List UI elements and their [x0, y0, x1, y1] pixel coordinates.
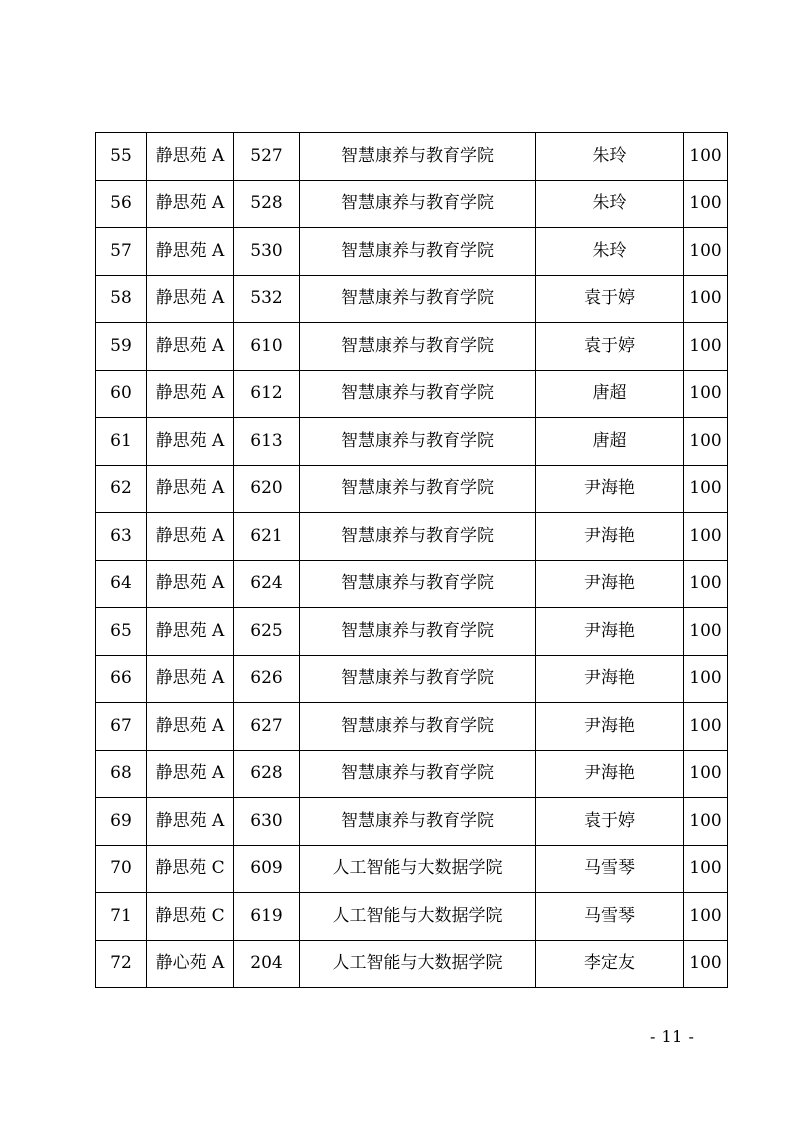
building-cell: 静思苑 A [147, 180, 234, 228]
score-cell: 100 [684, 798, 728, 846]
building-cell: 静思苑 A [147, 323, 234, 371]
building-cell: 静思苑 C [147, 893, 234, 941]
score-cell: 100 [684, 133, 728, 181]
table-row [96, 703, 728, 751]
college-cell: 智慧康养与教育学院 [300, 703, 536, 751]
building-cell: 静思苑 A [147, 418, 234, 466]
building-cell: 静思苑 A [147, 608, 234, 656]
name-cell: 马雪琴 [536, 845, 684, 893]
room-cell: 612 [234, 370, 300, 418]
dormitory-score-table [95, 132, 728, 988]
row-number: 65 [96, 608, 147, 656]
table-row [96, 608, 728, 656]
row-number: 60 [96, 370, 147, 418]
name-cell: 袁于婷 [536, 323, 684, 371]
name-cell: 朱玲 [536, 180, 684, 228]
name-cell: 唐超 [536, 370, 684, 418]
score-cell: 100 [684, 893, 728, 941]
name-cell: 尹海艳 [536, 560, 684, 608]
score-cell: 100 [684, 465, 728, 513]
college-cell: 智慧康养与教育学院 [300, 513, 536, 561]
table-row [96, 940, 728, 988]
college-cell: 智慧康养与教育学院 [300, 465, 536, 513]
building-cell: 静思苑 A [147, 750, 234, 798]
name-cell: 袁于婷 [536, 275, 684, 323]
row-number: 70 [96, 845, 147, 893]
room-cell: 621 [234, 513, 300, 561]
score-cell: 100 [684, 228, 728, 276]
college-cell: 智慧康养与教育学院 [300, 323, 536, 371]
name-cell: 尹海艳 [536, 608, 684, 656]
building-cell: 静心苑 A [147, 940, 234, 988]
college-cell: 智慧康养与教育学院 [300, 560, 536, 608]
row-number: 56 [96, 180, 147, 228]
row-number: 58 [96, 275, 147, 323]
name-cell: 尹海艳 [536, 465, 684, 513]
building-cell: 静思苑 A [147, 228, 234, 276]
room-cell: 626 [234, 655, 300, 703]
room-cell: 530 [234, 228, 300, 276]
name-cell: 尹海艳 [536, 750, 684, 798]
table-row [96, 323, 728, 371]
college-cell: 智慧康养与教育学院 [300, 180, 536, 228]
college-cell: 智慧康养与教育学院 [300, 798, 536, 846]
college-cell: 智慧康养与教育学院 [300, 750, 536, 798]
score-cell: 100 [684, 560, 728, 608]
name-cell: 朱玲 [536, 228, 684, 276]
name-cell: 尹海艳 [536, 655, 684, 703]
building-cell: 静思苑 A [147, 703, 234, 751]
room-cell: 628 [234, 750, 300, 798]
name-cell: 尹海艳 [536, 513, 684, 561]
row-number: 69 [96, 798, 147, 846]
room-cell: 619 [234, 893, 300, 941]
name-cell: 尹海艳 [536, 703, 684, 751]
table-row [96, 750, 728, 798]
row-number: 67 [96, 703, 147, 751]
table-row [96, 275, 728, 323]
building-cell: 静思苑 A [147, 513, 234, 561]
table-row [96, 655, 728, 703]
name-cell: 袁于婷 [536, 798, 684, 846]
room-cell: 204 [234, 940, 300, 988]
name-cell: 马雪琴 [536, 893, 684, 941]
row-number: 63 [96, 513, 147, 561]
row-number: 61 [96, 418, 147, 466]
room-cell: 527 [234, 133, 300, 181]
score-cell: 100 [684, 513, 728, 561]
score-cell: 100 [684, 750, 728, 798]
college-cell: 智慧康养与教育学院 [300, 228, 536, 276]
row-number: 66 [96, 655, 147, 703]
score-cell: 100 [684, 940, 728, 988]
college-cell: 智慧康养与教育学院 [300, 133, 536, 181]
table-row [96, 228, 728, 276]
college-cell: 人工智能与大数据学院 [300, 940, 536, 988]
name-cell: 唐超 [536, 418, 684, 466]
row-number: 71 [96, 893, 147, 941]
score-cell: 100 [684, 703, 728, 751]
table-row [96, 893, 728, 941]
college-cell: 智慧康养与教育学院 [300, 275, 536, 323]
table-row [96, 418, 728, 466]
score-cell: 100 [684, 180, 728, 228]
college-cell: 人工智能与大数据学院 [300, 893, 536, 941]
row-number: 55 [96, 133, 147, 181]
table-row [96, 465, 728, 513]
table-row [96, 798, 728, 846]
college-cell: 智慧康养与教育学院 [300, 608, 536, 656]
college-cell: 智慧康养与教育学院 [300, 370, 536, 418]
row-number: 62 [96, 465, 147, 513]
name-cell: 朱玲 [536, 133, 684, 181]
room-cell: 528 [234, 180, 300, 228]
building-cell: 静思苑 A [147, 133, 234, 181]
building-cell: 静思苑 A [147, 465, 234, 513]
building-cell: 静思苑 A [147, 275, 234, 323]
room-cell: 624 [234, 560, 300, 608]
room-cell: 620 [234, 465, 300, 513]
row-number: 59 [96, 323, 147, 371]
table-row [96, 370, 728, 418]
score-cell: 100 [684, 275, 728, 323]
table-row [96, 180, 728, 228]
table-row [96, 133, 728, 181]
row-number: 64 [96, 560, 147, 608]
score-cell: 100 [684, 608, 728, 656]
building-cell: 静思苑 A [147, 370, 234, 418]
building-cell: 静思苑 C [147, 845, 234, 893]
name-cell: 李定友 [536, 940, 684, 988]
score-cell: 100 [684, 323, 728, 371]
room-cell: 625 [234, 608, 300, 656]
score-cell: 100 [684, 655, 728, 703]
table-row [96, 513, 728, 561]
room-cell: 532 [234, 275, 300, 323]
building-cell: 静思苑 A [147, 798, 234, 846]
row-number: 57 [96, 228, 147, 276]
table-row [96, 845, 728, 893]
table-row [96, 560, 728, 608]
college-cell: 人工智能与大数据学院 [300, 845, 536, 893]
room-cell: 627 [234, 703, 300, 751]
table-body [96, 133, 728, 988]
college-cell: 智慧康养与教育学院 [300, 418, 536, 466]
score-cell: 100 [684, 418, 728, 466]
building-cell: 静思苑 A [147, 560, 234, 608]
building-cell: 静思苑 A [147, 655, 234, 703]
room-cell: 610 [234, 323, 300, 371]
room-cell: 630 [234, 798, 300, 846]
score-cell: 100 [684, 845, 728, 893]
room-cell: 613 [234, 418, 300, 466]
room-cell: 609 [234, 845, 300, 893]
college-cell: 智慧康养与教育学院 [300, 655, 536, 703]
page-number: - 11 - [650, 1027, 695, 1046]
score-cell: 100 [684, 370, 728, 418]
row-number: 72 [96, 940, 147, 988]
row-number: 68 [96, 750, 147, 798]
